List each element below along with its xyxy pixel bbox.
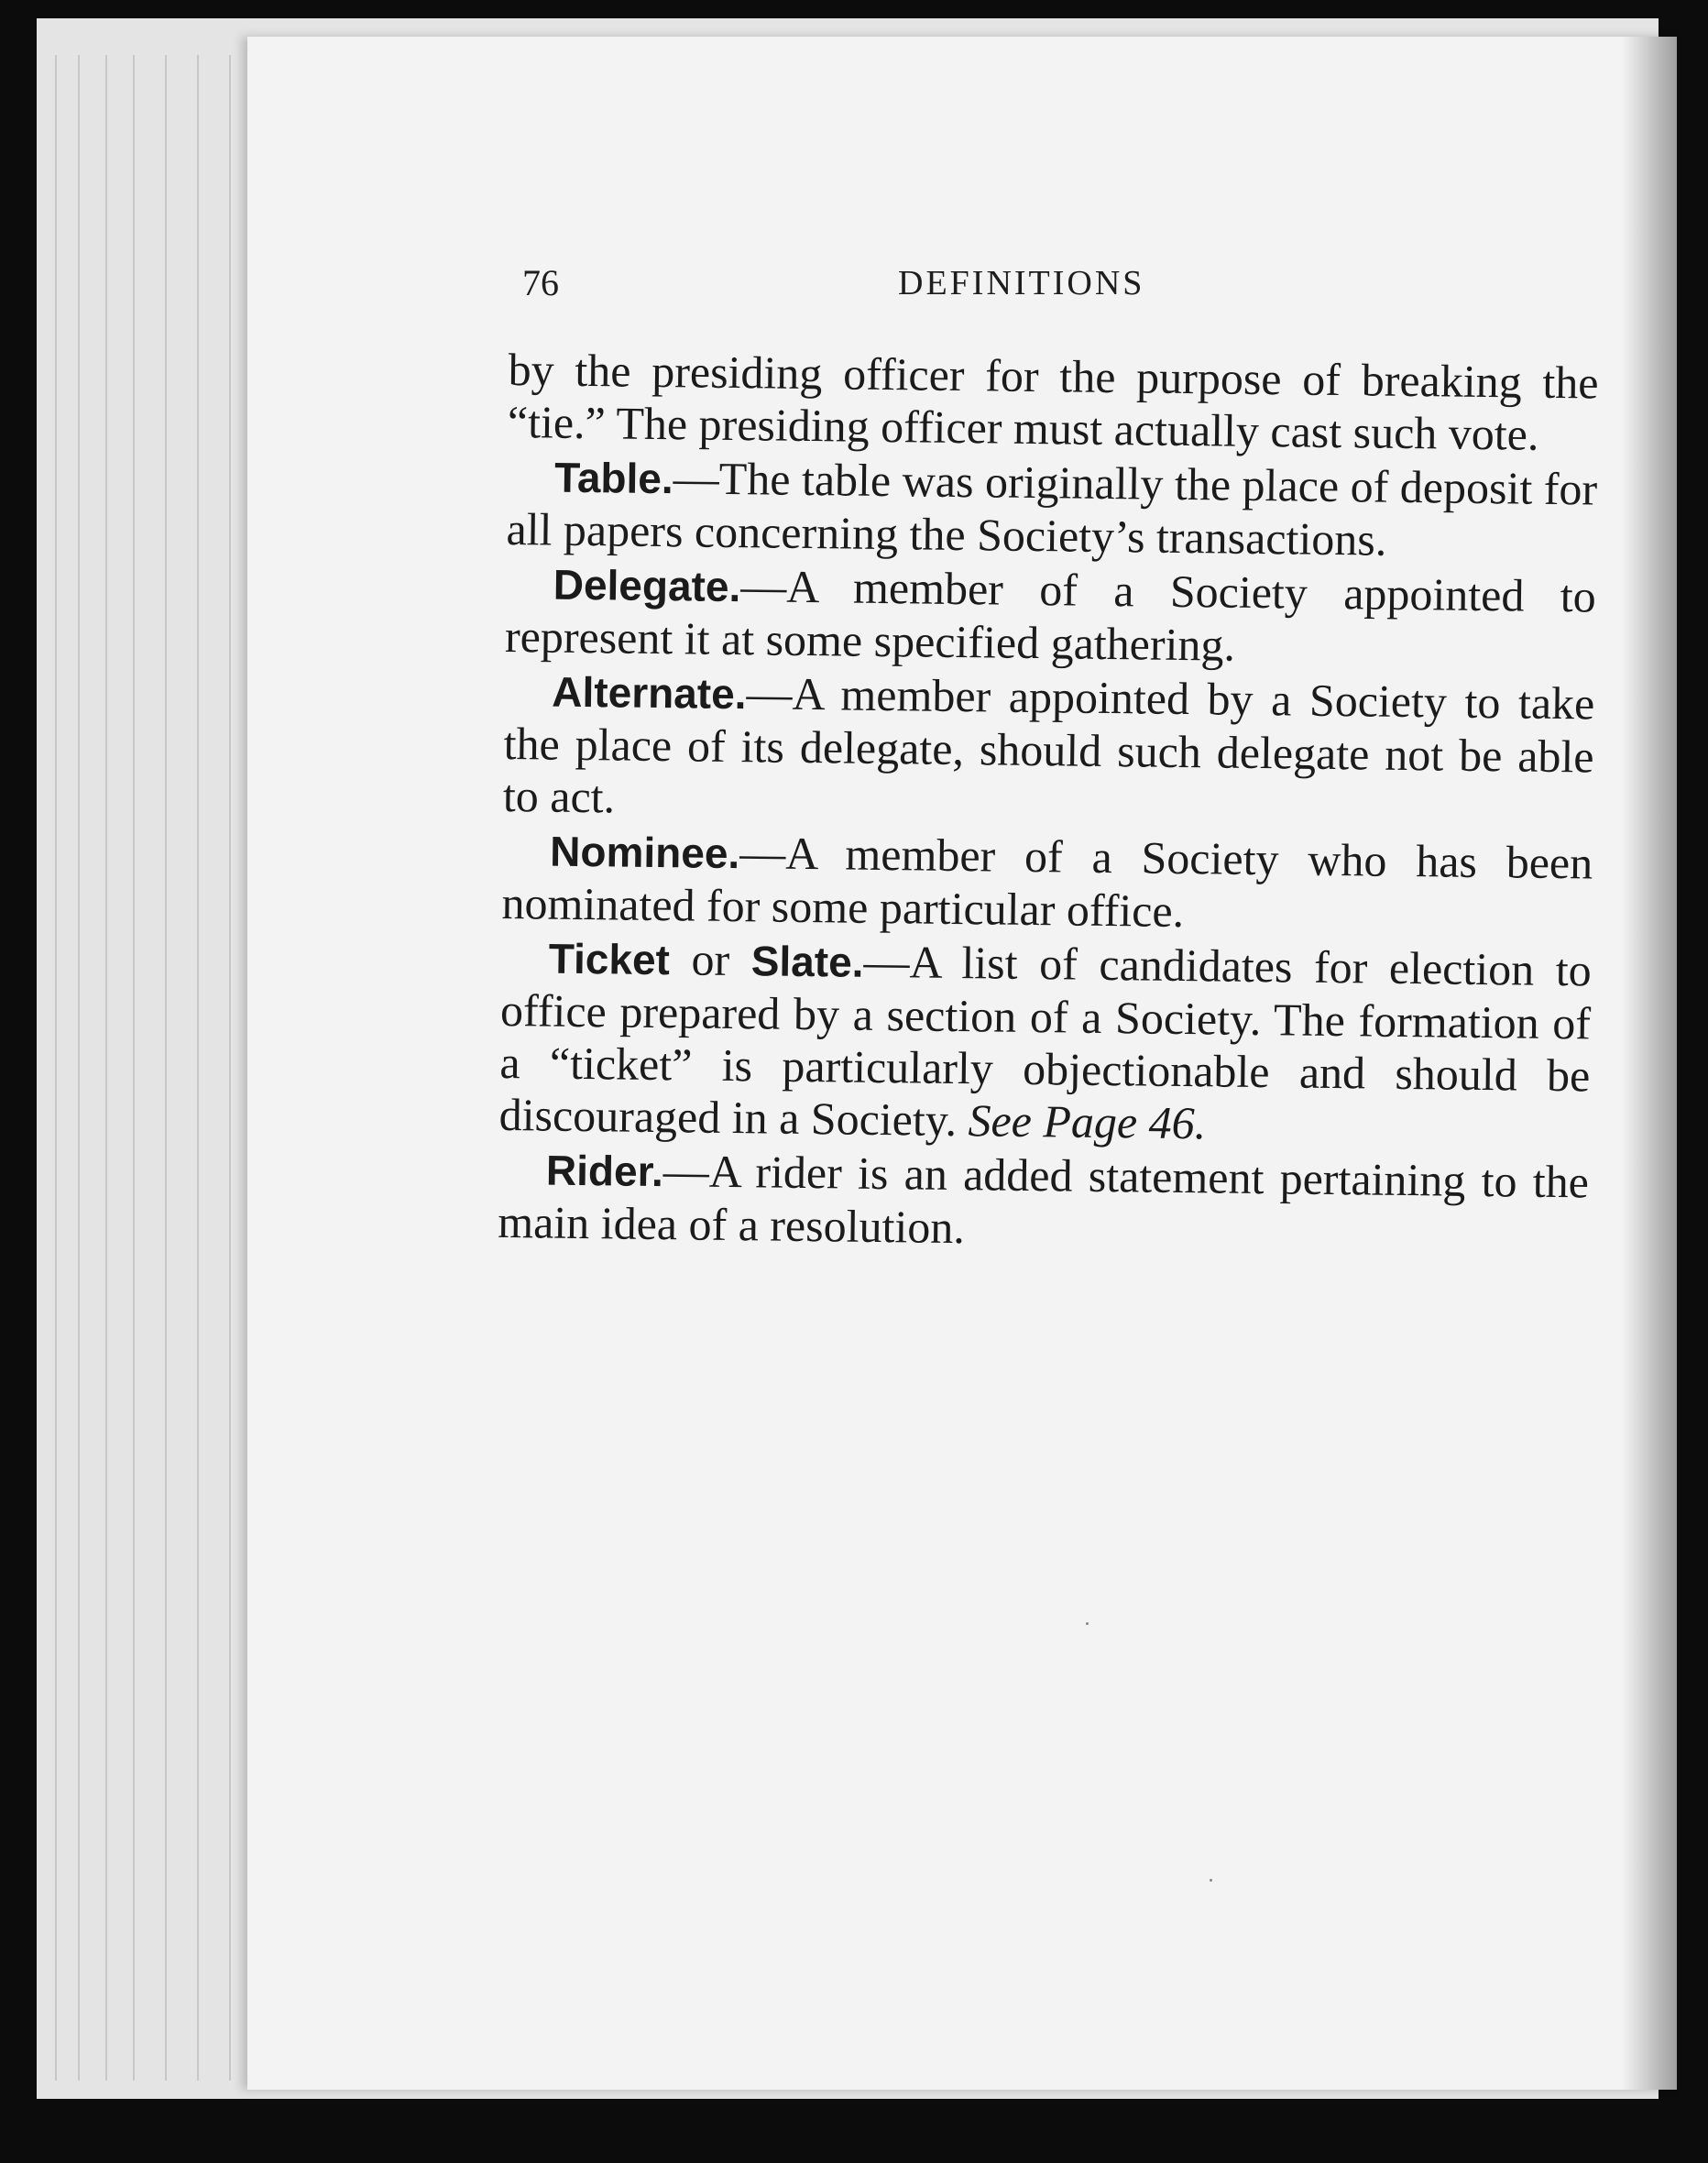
paper-speck (1210, 1879, 1212, 1882)
definition-body: —A list of candidates for election to office prepared by a section of a Society. The formation of a “ticket” is particularly objectionable and should be discouraged in a Society. (498, 935, 1593, 1147)
definition-body: —The table was originally the place of deposit for all papers concerning the Society’s transactions. (506, 452, 1598, 565)
definition-table (506, 450, 1597, 569)
paper-speck (1086, 1622, 1089, 1625)
definition-body: —A member of a Society appointed to represent it at some specified gathering. (504, 560, 1597, 671)
paragraph-text: by the presiding officer for the purpose of breaking the “tie.” The presiding officer must actually cast such vote. (507, 344, 1599, 460)
page-edge-line (78, 55, 80, 2081)
page-edge-line (105, 55, 107, 2081)
definition-delegate (505, 557, 1596, 676)
term-ticket: Ticket (548, 934, 671, 984)
continuation-paragraph (508, 344, 1599, 462)
page-edge-line (197, 55, 199, 2081)
definition-rider (498, 1143, 1589, 1262)
term-rider: Rider. (545, 1146, 664, 1196)
page-edge-line (55, 55, 57, 2081)
page-header (522, 261, 1594, 316)
definitions-text (498, 344, 1599, 1263)
definition-ticket-or-slate (498, 931, 1592, 1155)
page-edge-line (229, 55, 231, 2081)
page-number: 76 (522, 262, 559, 303)
term-slate: Slate. (750, 937, 864, 986)
running-head: DEFINITIONS (898, 264, 1145, 302)
page-edge-line (133, 55, 135, 2081)
term-table: Table. (553, 453, 674, 503)
definition-body: —A member appointed by a Society to take the place of its delegate, should such delegate not be able to act. (502, 667, 1595, 823)
page-reference: See Page 46. (968, 1094, 1207, 1149)
definition-alternate (503, 664, 1595, 836)
term-delegate: Delegate. (553, 560, 741, 611)
term-nominee: Nominee. (549, 827, 740, 878)
page-edge-line (165, 55, 167, 2081)
definition-body: —A rider is an added statement pertaining to the main idea of a resolution. (497, 1145, 1590, 1254)
definition-body: —A member of a Society who has been nominated for some particular office. (501, 827, 1593, 938)
term-alternate: Alternate. (552, 667, 747, 719)
gutter-shadow (1622, 37, 1677, 2090)
term-connector: or (669, 933, 752, 986)
definition-nominee (501, 824, 1593, 943)
